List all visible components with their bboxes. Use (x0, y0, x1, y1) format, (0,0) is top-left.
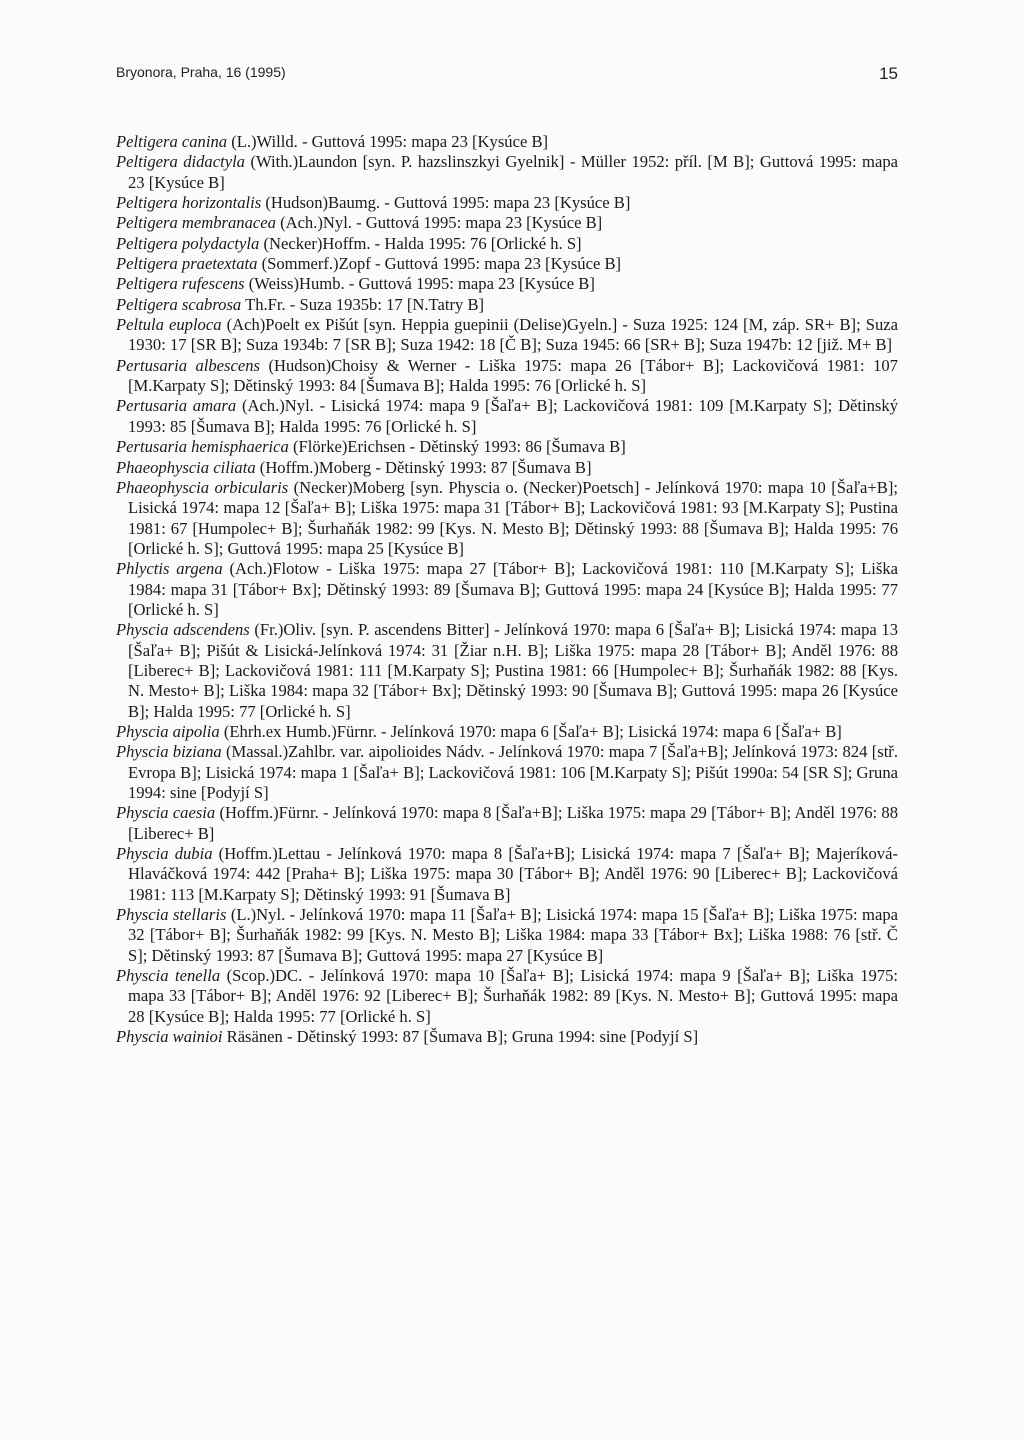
species-citations: (Ach)Poelt ex Pišút [syn. Heppia guepinii (Delise)Gyeln.] - Suza 1925: 124 [M, záp. SR+ B]; Suza 1930: 17 [SR B]; Suza 1934b: 7 [SR B]; Suza 1942: 18 [Č B]; Suza 1945: 66 [SR+ B]; Suza 1947b: 12 [již. M+ B] (128, 315, 898, 355)
species-citations: (L.)Willd. - Guttová 1995: mapa 23 [Kysúce B] (231, 132, 549, 151)
species-citations: (Weiss)Humb. - Guttová 1995: mapa 23 [Kysúce B] (248, 274, 595, 294)
species-entry (116, 742, 898, 803)
species-citations: (Hudson)Choisy & Werner - Liška 1975: mapa 26 [Tábor+ B]; Lackovičová 1981: 107 [M.Karpaty S]; Dětinský 1993: 84 [Šumava B]; Halda 1995: 76 [Orlické h. S] (128, 355, 898, 396)
species-entry (116, 437, 898, 457)
species-entry (116, 458, 898, 478)
species-entry (116, 193, 898, 213)
species-citations: (Necker)Moberg [syn. Physcia o. (Necker)Poetsch] - Jelínková 1970: mapa 10 [Šaľa+B]; Lisická 1974: mapa 12 [Šaľa+ B]; Liška 1975: mapa 31 [Tábor+ B]; Lackovičová 1981: 93 [M.Karpaty S]; Pustina 1981: 67 [Humpolec+ B]; Šurhaňák 1982: 99 [Kys. N. Mesto B]; Dětinský 1993: 88 [Šumava B]; Halda 1995: 76 [Orlické h. S]; Guttová 1995: mapa 25 [Kysúce B] (128, 477, 898, 558)
species-name: Pertusaria amara (116, 396, 237, 416)
species-entry (116, 905, 898, 966)
species-citations: (Ach.)Flotow - Liška 1975: mapa 27 [Tábor+ B]; Lackovičová 1981: 110 [M.Karpaty S]; Liška 1984: mapa 31 [Tábor+ Bx]; Dětinský 1993: 89 [Šumava B]; Guttová 1995: mapa 24 [Kysúce B]; Halda 1995: 77 [Orlické h. S] (128, 559, 899, 619)
species-entry (116, 478, 898, 559)
species-citations: (Fr.)Oliv. [syn. P. ascendens Bitter] - Jelínková 1970: mapa 6 [Šaľa+ B]; Lisická 1974: mapa 13 [Šaľa+ B]; Pišút & Lisická-Jelínková 1974: 31 [Žiar n.H. B]; Liška 1975: mapa 28 [Tábor+ B]; Anděl 1976: 88 [Liberec+ B]; Lackovičová 1981: 111 [M.Karpaty S]; Pustina 1981: 66 [Humpolec+ B]; Šurhaňák 1982: 88 [Kys. N. Mesto+ B]; Liška 1984: mapa 32 [Tábor+ Bx]; Dětinský 1993: 90 [Šumava B]; Guttová 1995: mapa 26 [Kysúce B]; Halda 1995: 77 [Orlické h. S] (128, 620, 898, 721)
species-name: Peltigera rufescens (116, 274, 245, 294)
species-citations: Th.Fr. - Suza 1935b: 17 [N.Tatry B] (245, 294, 485, 314)
species-citations: (Ehrh.ex Humb.)Fürnr. - Jelínková 1970: mapa 6 [Šaľa+ B]; Lisická 1974: mapa 6 [Šaľa+ B] (223, 721, 842, 741)
species-entry (116, 966, 898, 1027)
species-name: Physcia caesia (116, 803, 216, 823)
species-name: Phlyctis argena (116, 559, 223, 579)
species-name: Phaeophyscia ciliata (116, 457, 256, 477)
species-citations: (Ach.)Nyl. - Lisická 1974: mapa 9 [Šaľa+ B]; Lackovičová 1981: 109 [M.Karpaty S]; Dětinský 1993: 85 [Šumava B]; Halda 1995: 76 [Orlické h. S] (128, 396, 898, 436)
page-number: 15 (879, 64, 898, 83)
species-citations: (Flörke)Erichsen - Dětinský 1993: 86 [Šumava B] (293, 437, 626, 457)
species-citations: (Scop.)DC. - Jelínková 1970: mapa 10 [Šaľa+ B]; Lisická 1974: mapa 9 [Šaľa+ B]; Liška 1975: mapa 33 [Tábor+ B]; Anděl 1976: 92 [Liberec+ B]; Šurhaňák 1982: 89 [Kys. N. Mesto+ B]; Guttová 1995: mapa 28 [Kysúce B]; Halda 1995: 77 [Orlické h. S] (128, 966, 898, 1026)
species-name: Peltigera praetextata (116, 254, 258, 274)
species-entry (116, 356, 898, 397)
species-name: Peltigera polydactyla (116, 233, 260, 253)
species-entry (116, 132, 898, 152)
species-entry (116, 803, 898, 844)
species-name: Physcia adscendens (116, 620, 250, 640)
species-entry (116, 234, 898, 254)
species-name: Peltigera horizontalis (116, 193, 262, 213)
species-citations: (Massal.)Zahlbr. var. aipolioides Nádv. - Jelínková 1970: mapa 7 [Šaľa+B]; Jelínková 1973: 824 [stř. Evropa B]; Lisická 1974: mapa 1 [Šaľa+ B]; Lackovičová 1981: 106 [M.Karpaty S]; Pišút 1990a: 54 [SR S]; Gruna 1994: sine [Podyjí S] (128, 742, 898, 802)
species-list (116, 132, 898, 1047)
species-citations: (Hudson)Baumg. - Guttová 1995: mapa 23 [Kysúce B] (265, 193, 631, 213)
species-name: Phaeophyscia orbicularis (116, 477, 289, 497)
species-entry (116, 213, 898, 233)
species-citations: (With.)Laundon [syn. P. hazslinszkyi Gyelnik] - Müller 1952: příl. [M B]; Guttová 1995: mapa 23 [Kysúce B] (128, 152, 898, 192)
species-citations: (Ach.)Nyl. - Guttová 1995: mapa 23 [Kysúce B] (280, 213, 603, 233)
species-name: Peltigera scabrosa (116, 294, 242, 314)
journal-citation: Bryonora, Praha, 16 (1995) (116, 64, 286, 80)
species-name: Physcia wainioi (116, 1027, 223, 1047)
species-name: Physcia aipolia (116, 721, 220, 741)
species-name: Peltula euploca (116, 315, 222, 335)
species-name: Physcia tenella (116, 966, 221, 986)
species-citations: (Hoffm.)Lettau - Jelínková 1970: mapa 8 [Šaľa+B]; Lisická 1974: mapa 7 [Šaľa+ B]; Majeríková-Hlaváčková 1974: 442 [Praha+ B]; Liška 1975: mapa 30 [Tábor+ B]; Anděl 1976: 90 [Liberec+ B]; Lackovičová 1981: 113 [M.Karpaty S]; Dětinský 1993: 91 [Šumava B] (128, 844, 898, 904)
species-citations: Räsänen - Dětinský 1993: 87 [Šumava B]; Gruna 1994: sine [Podyjí S] (226, 1027, 699, 1047)
species-citations: (Necker)Hoffm. - Halda 1995: 76 [Orlické h. S] (263, 233, 582, 253)
running-header (116, 64, 898, 84)
species-entry (116, 396, 898, 437)
species-entry (116, 844, 898, 905)
species-name: Peltigera didactyla (116, 152, 245, 172)
species-name: Pertusaria albescens (116, 355, 260, 375)
species-entry (116, 722, 898, 742)
species-name: Physcia biziana (116, 742, 222, 762)
species-entry (116, 620, 898, 722)
species-citations: (Sommerf.)Zopf - Guttová 1995: mapa 23 [Kysúce B] (261, 254, 622, 274)
species-entry (116, 295, 898, 315)
species-citations: (L.)Nyl. - Jelínková 1970: mapa 11 [Šaľa+ B]; Lisická 1974: mapa 15 [Šaľa+ B]; Liška 1975: mapa 32 [Tábor+ B]; Šurhaňák 1982: 99 [Kys. N. Mesto B]; Liška 1984: mapa 33 [Tábor+ Bx]; Liška 1988: 76 [stř. Č S]; Dětinský 1993: 87 [Šumava B]; Guttová 1995: mapa 27 [Kysúce B] (128, 905, 898, 965)
species-entry (116, 274, 898, 294)
species-entry (116, 152, 898, 193)
species-name: Physcia dubia (116, 844, 213, 864)
species-name: Peltigera membranacea (116, 213, 276, 233)
species-name: Physcia stellaris (116, 905, 227, 925)
species-entry (116, 559, 898, 620)
species-entry (116, 1027, 898, 1047)
species-name: Pertusaria hemisphaerica (116, 437, 289, 457)
species-entry (116, 315, 898, 356)
species-name: Peltigera canina (116, 132, 228, 151)
species-entry (116, 254, 898, 274)
species-citations: (Hoffm.)Fürnr. - Jelínková 1970: mapa 8 [Šaľa+B]; Liška 1975: mapa 29 [Tábor+ B]; Anděl 1976: 88 [Liberec+ B] (128, 803, 898, 843)
species-citations: (Hoffm.)Moberg - Dětinský 1993: 87 [Šumava B] (259, 457, 592, 477)
